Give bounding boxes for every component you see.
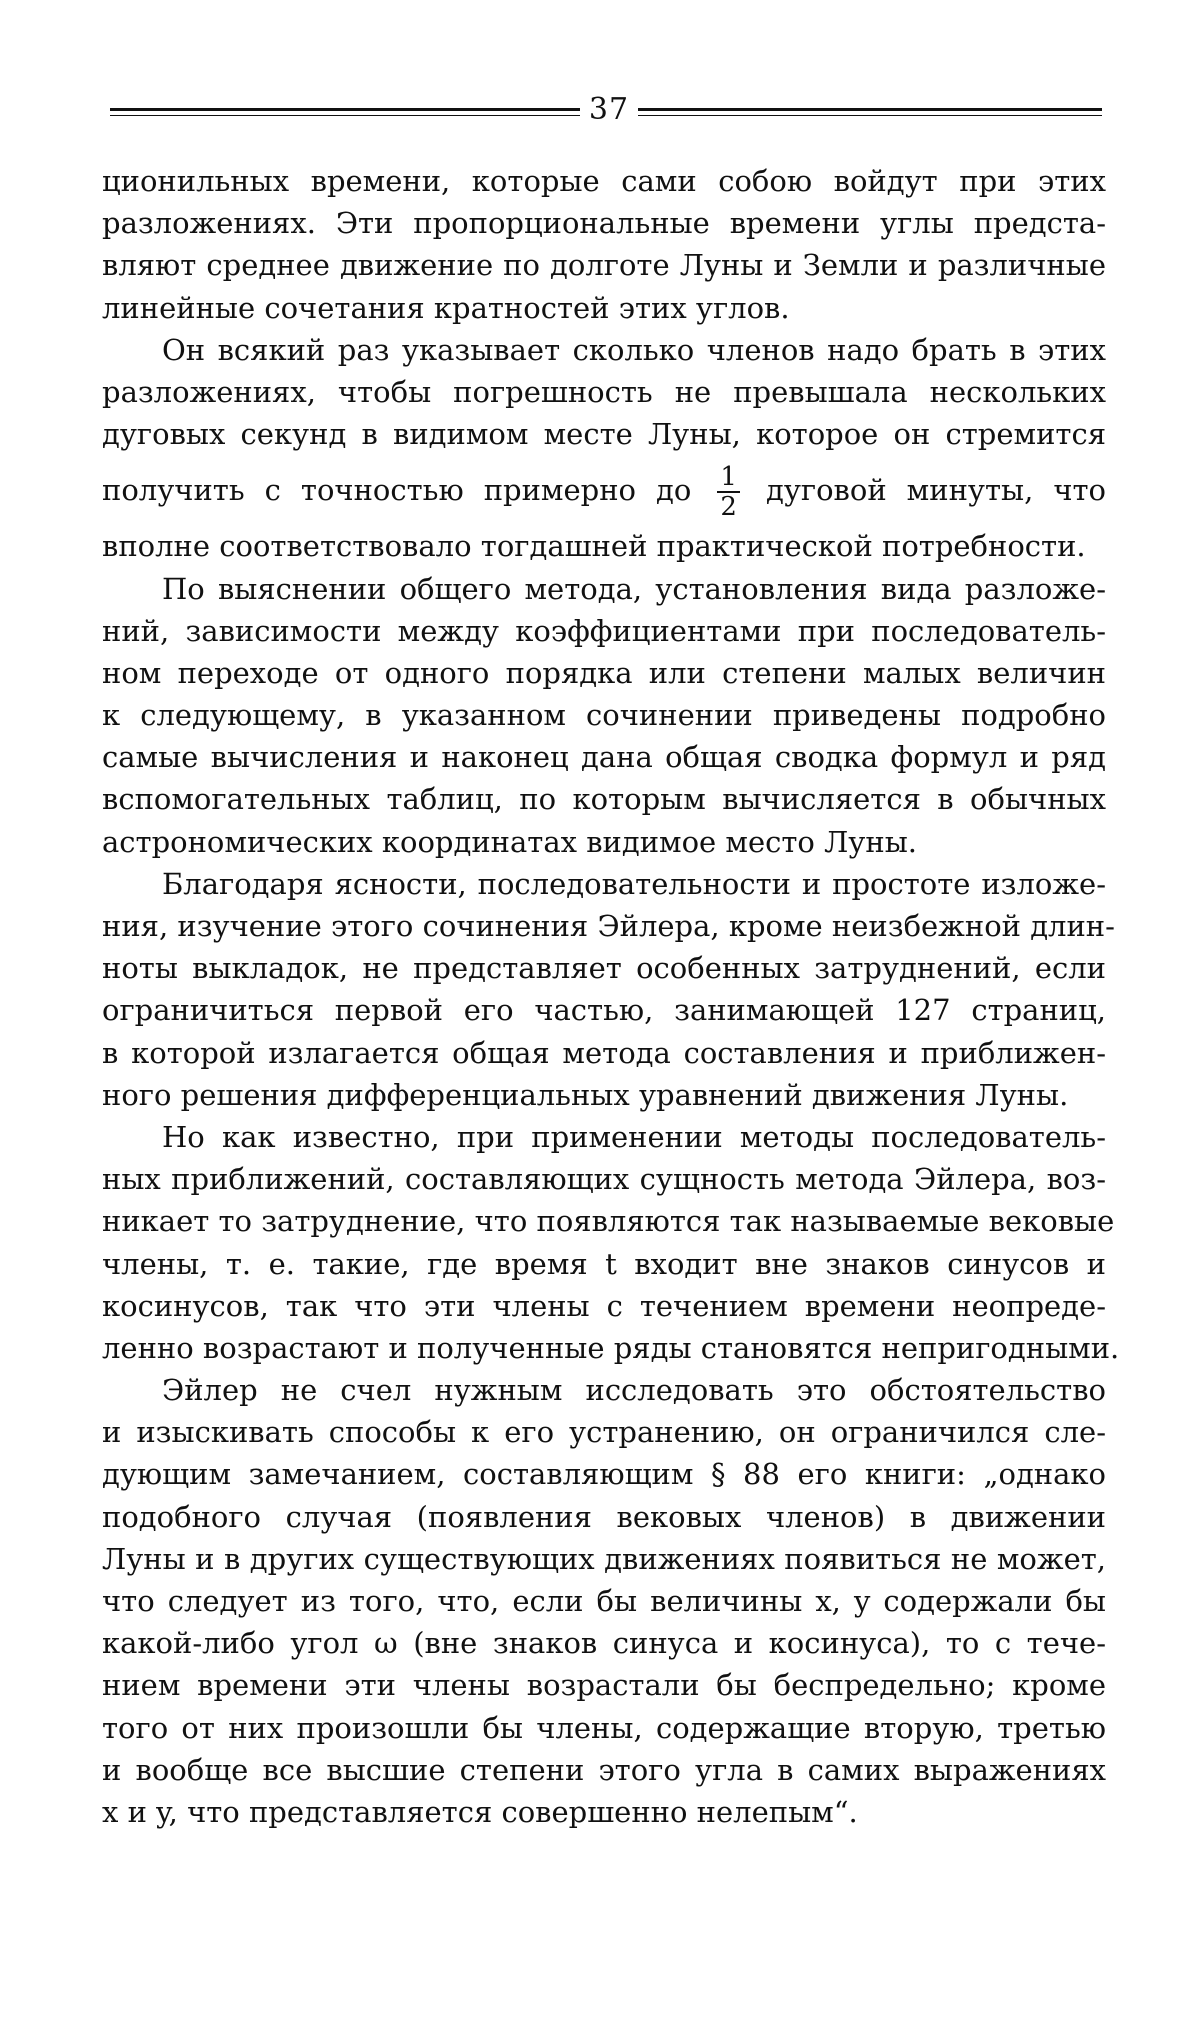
text-line: По выяснении общего метода, установления вида разложе- [162, 571, 1106, 606]
text-line: линейные сочетания кратностей этих углов. [102, 290, 790, 325]
text-line: ноты выкладок, не представляет особенных затруднений, если [102, 951, 1106, 986]
text-line: ных приближений, составляющих сущность метода Эйлера, воз- [102, 1162, 1106, 1197]
text-line: ний, зависимости между коэффициентами при последователь- [102, 613, 1106, 648]
text-line: к следующему, в указанном сочинении приведены подробно [102, 698, 1106, 733]
text-line: астрономических координатах видимое место Луны. [102, 824, 918, 859]
header-rule-left [110, 108, 580, 116]
paragraph-4 [102, 863, 1115, 1116]
text-line: вполне соответствовало тогдашней практической потребности. [102, 529, 1086, 564]
text-line: Благодаря ясности, последовательности и простоте изложе- [162, 866, 1106, 901]
paragraph-5 [102, 1116, 1120, 1369]
text-line: вспомогательных таблиц, по которым вычисляется в обычных [102, 782, 1106, 817]
page-header [110, 90, 1102, 130]
text-line: в которой излагается общая метода составления и приближен- [102, 1035, 1106, 1070]
fraction [717, 463, 740, 521]
paragraph-2 [102, 329, 1106, 568]
body-text [102, 160, 1120, 1833]
text-line: самые вычисления и наконец дана общая сводка формул и ряд [102, 740, 1106, 775]
text-line: ленно возрастают и полученные ряды становятся непригодными. [102, 1330, 1120, 1365]
text-line: какой-либо угол ω (вне знаков синуса и косинуса), то с тече- [102, 1626, 1106, 1661]
fraction-denominator: 2 [720, 492, 737, 523]
page-number: 37 [588, 92, 630, 127]
text-line: дуговых секунд в видимом месте Луны, которое он стремится [102, 417, 1106, 452]
text-line: Луны и в других существующих движениях появиться не может, [102, 1541, 1106, 1576]
text-line: что следует из того, что, если бы величины x, y содержали бы [102, 1584, 1106, 1618]
text-line: и изыскивать способы к его устранению, он ограничился сле- [102, 1415, 1106, 1450]
text-line: x и y, что представляется совершенно нелепым“. [102, 1794, 858, 1829]
text-line-with-fraction [102, 455, 1106, 525]
text-line: разложениях. Эти пропорциональные времени углы предста- [102, 206, 1106, 241]
text-line: вляют среднее движение по долготе Луны и Земли и различные [102, 248, 1106, 283]
text-line: ном переходе от одного порядка или степени малых величин [102, 655, 1106, 690]
text-line: подобного случая (появления вековых членов) в движении [102, 1499, 1106, 1534]
text-line: нием времени эти члены возрастали бы беспредельно; кроме [102, 1668, 1106, 1703]
text-line: Но как известно, при применении методы последователь- [162, 1119, 1106, 1154]
paragraph-1 [102, 160, 1106, 329]
text-line: косинусов, так что эти члены с течением времени неопреде- [102, 1288, 1106, 1323]
text-line: ограничиться первой его частью, занимающей 127 страниц, [102, 993, 1106, 1028]
text-line: ционильных времени, которые сами собою войдут при этих [102, 164, 1106, 198]
text-line: и вообще все высшие степени этого угла в самих выражениях [102, 1752, 1106, 1787]
text-line: дующим замечанием, составляющим § 88 его книги: „однако [102, 1457, 1106, 1492]
paragraph-6 [102, 1369, 1106, 1833]
text-line: того от них произошли бы члены, содержащие вторую, третью [102, 1710, 1106, 1745]
text-line: ного решения дифференциальных уравнений движения Луны. [102, 1077, 1069, 1112]
text-line: члены, т. е. такие, где время t входит вне знаков синусов и [102, 1246, 1106, 1281]
text-line: Он всякий раз указывает сколько членов надо брать в этих [162, 332, 1106, 367]
fraction-numerator: 1 [717, 463, 740, 493]
text-line: никает то затруднение, что появляются так называемые вековые [102, 1204, 1115, 1239]
text-line: разложениях, чтобы погрешность не превышала нескольких [102, 374, 1106, 409]
header-rule-right [638, 108, 1102, 116]
paragraph-3 [102, 568, 1106, 863]
text-line: ния, изучение этого сочинения Эйлера, кроме неизбежной длин- [102, 909, 1115, 943]
fraction-line-before: получить с точностью примерно до [102, 473, 692, 508]
fraction-line-after: дуговой минуты, что [765, 473, 1107, 508]
text-line: Эйлер не счел нужным исследовать это обстоятельство [162, 1373, 1106, 1408]
